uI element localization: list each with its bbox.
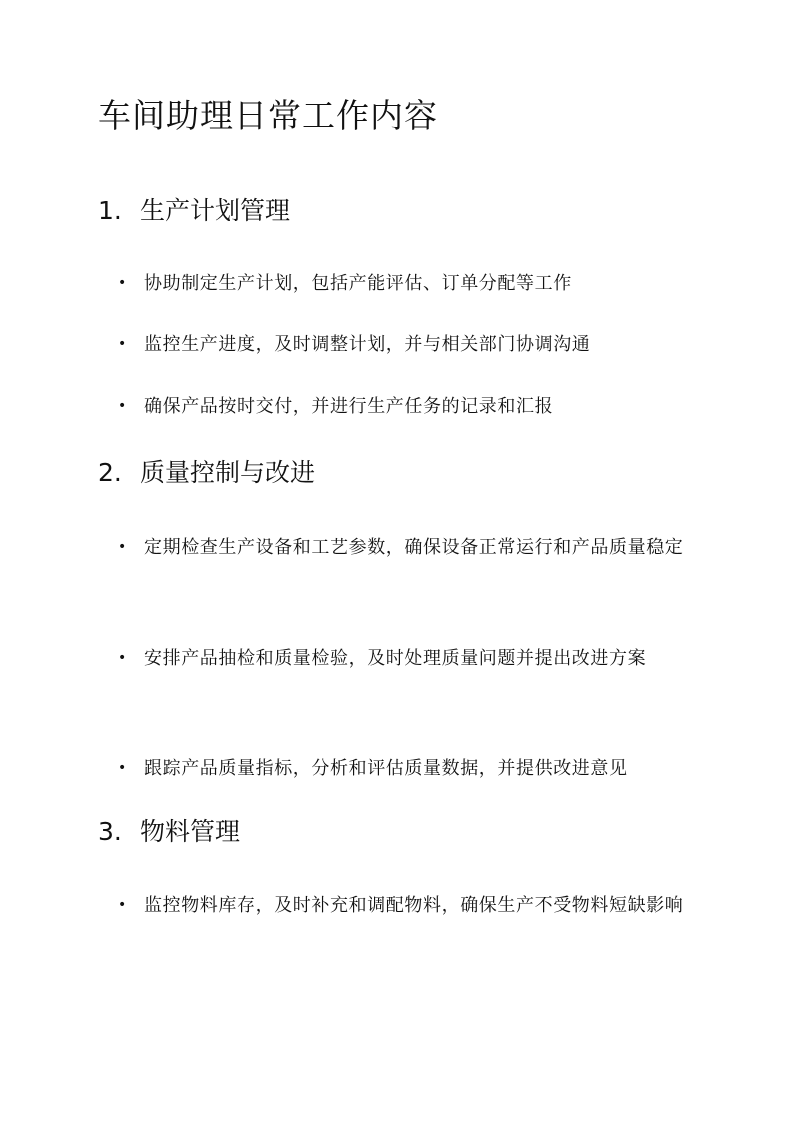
bullet-icon: • bbox=[118, 336, 127, 352]
list-item bbox=[118, 381, 698, 432]
list-item-text: 监控生产进度，及时调整计划，并与相关部门协调沟通 bbox=[144, 334, 591, 355]
bullet-icon: • bbox=[118, 897, 127, 913]
section-heading-2 bbox=[98, 458, 315, 488]
list-item bbox=[118, 258, 698, 309]
section-title: 生产计划管理 bbox=[140, 196, 291, 225]
bullet-icon: • bbox=[118, 539, 127, 555]
page-title: 车间助理日常工作内容 bbox=[98, 96, 438, 135]
section-heading-1 bbox=[98, 196, 290, 226]
list-item-text: 协助制定生产计划，包括产能评估、订单分配等工作 bbox=[144, 273, 572, 294]
list-item-text: 确保产品按时交付，并进行生产任务的记录和汇报 bbox=[144, 396, 554, 417]
bullet-icon: • bbox=[118, 275, 127, 291]
section-title: 物料管理 bbox=[140, 817, 241, 846]
section-number: 3. bbox=[98, 817, 122, 846]
section-number: 1. bbox=[98, 196, 122, 225]
bullet-icon: • bbox=[118, 650, 127, 666]
list-item-text: 跟踪产品质量指标，分析和评估质量数据，并提供改进意见 bbox=[144, 758, 628, 779]
list-item bbox=[118, 633, 698, 684]
section-number: 2. bbox=[98, 458, 122, 487]
list-item bbox=[118, 319, 698, 370]
bullet-icon: • bbox=[118, 398, 127, 414]
list-item bbox=[118, 743, 698, 794]
list-item-text: 定期检查生产设备和工艺参数，确保设备正常运行和产品质量稳定 bbox=[144, 537, 684, 558]
list-item-text: 监控物料库存，及时补充和调配物料，确保生产不受物料短缺影响 bbox=[144, 895, 684, 916]
list-item bbox=[118, 880, 698, 931]
list-item bbox=[118, 522, 698, 573]
bullet-icon: • bbox=[118, 760, 127, 776]
list-item-text: 安排产品抽检和质量检验，及时处理质量问题并提出改进方案 bbox=[144, 648, 647, 669]
section-title: 质量控制与改进 bbox=[140, 458, 316, 487]
section-heading-3 bbox=[98, 817, 240, 847]
